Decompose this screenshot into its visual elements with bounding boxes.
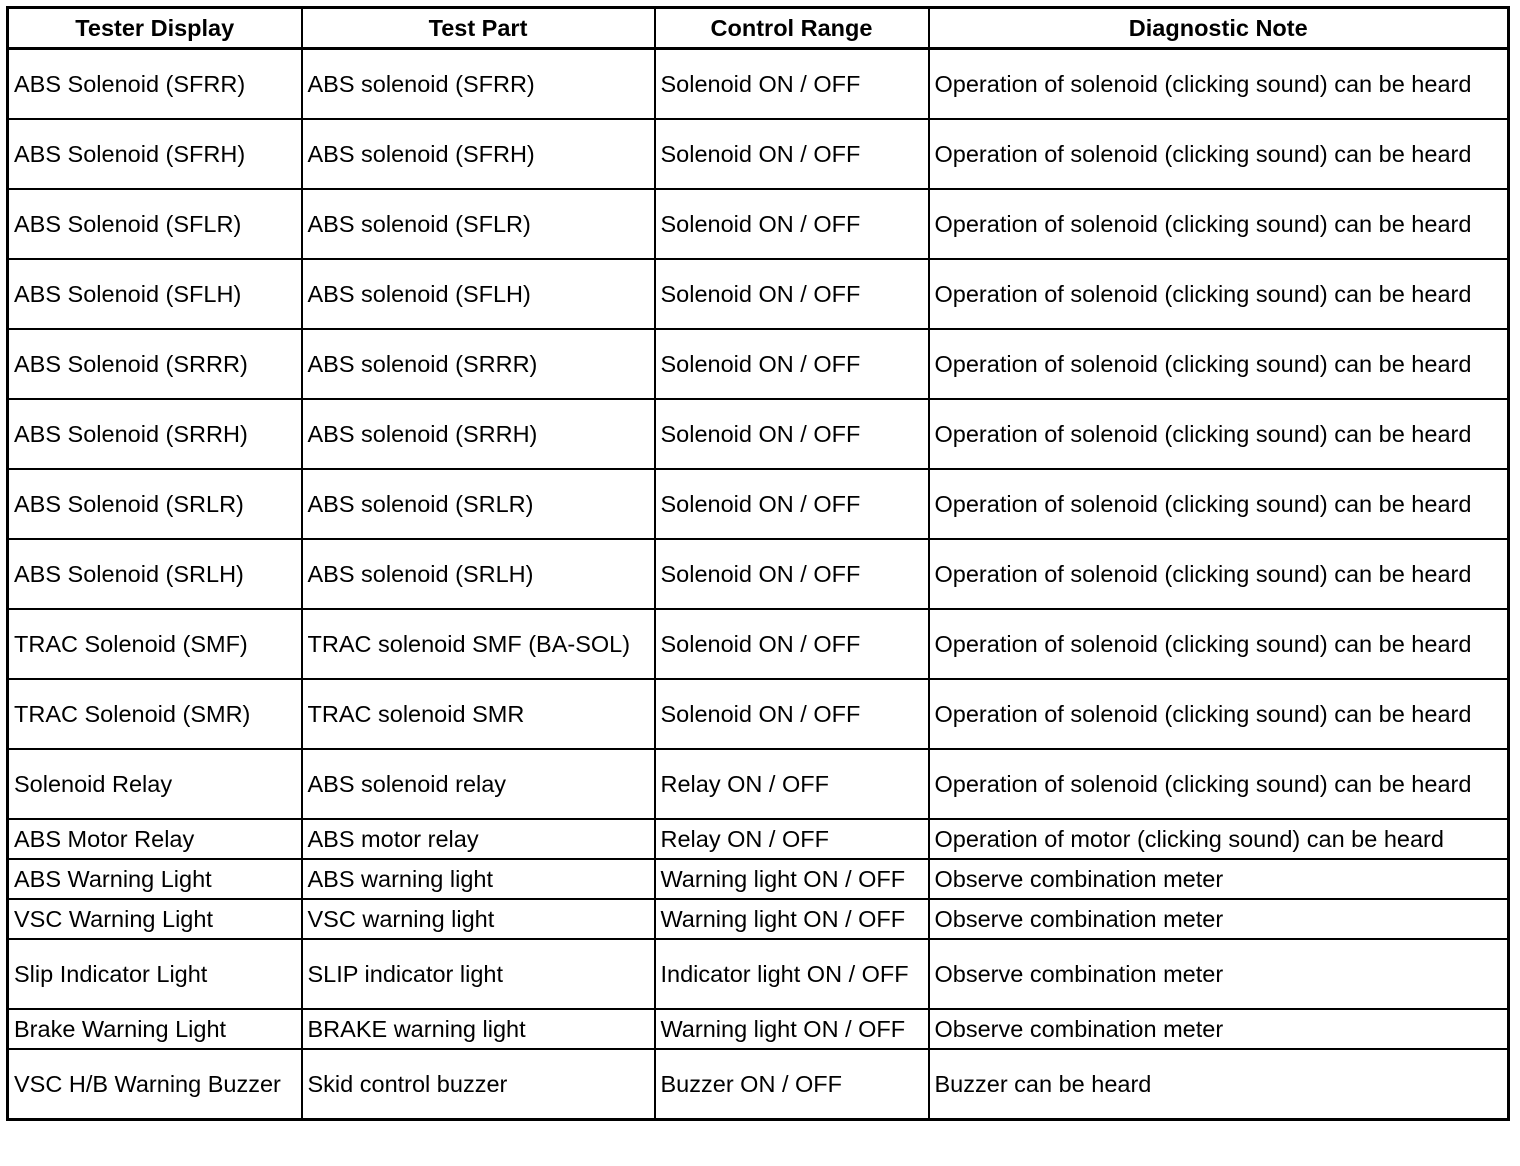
cell-test-part: ABS motor relay: [302, 819, 655, 859]
cell-tester-display: VSC Warning Light: [8, 899, 302, 939]
cell-control-range: Relay ON / OFF: [655, 749, 929, 819]
table-row: [8, 189, 1509, 259]
cell-diagnostic-note: Operation of solenoid (clicking sound) can be heard: [929, 539, 1509, 609]
cell-tester-display: ABS Solenoid (SRLH): [8, 539, 302, 609]
column-header-diagnostic-note: Diagnostic Note: [929, 8, 1509, 49]
cell-tester-display: ABS Solenoid (SFRR): [8, 49, 302, 120]
cell-diagnostic-note: Observe combination meter: [929, 899, 1509, 939]
cell-tester-display: TRAC Solenoid (SMF): [8, 609, 302, 679]
table-row: [8, 939, 1509, 1009]
cell-control-range: Warning light ON / OFF: [655, 899, 929, 939]
cell-test-part: ABS solenoid (SRLH): [302, 539, 655, 609]
cell-test-part: ABS solenoid (SRRH): [302, 399, 655, 469]
cell-tester-display: ABS Warning Light: [8, 859, 302, 899]
cell-test-part: ABS warning light: [302, 859, 655, 899]
cell-test-part: Skid control buzzer: [302, 1049, 655, 1120]
active-test-table: [6, 6, 1510, 1121]
cell-tester-display: VSC H/B Warning Buzzer: [8, 1049, 302, 1120]
cell-tester-display: ABS Solenoid (SRRH): [8, 399, 302, 469]
cell-test-part: ABS solenoid relay: [302, 749, 655, 819]
cell-diagnostic-note: Observe combination meter: [929, 859, 1509, 899]
cell-tester-display: TRAC Solenoid (SMR): [8, 679, 302, 749]
cell-diagnostic-note: Operation of solenoid (clicking sound) can be heard: [929, 749, 1509, 819]
cell-diagnostic-note: Operation of solenoid (clicking sound) can be heard: [929, 259, 1509, 329]
table-row: [8, 399, 1509, 469]
cell-tester-display: Brake Warning Light: [8, 1009, 302, 1049]
cell-test-part: TRAC solenoid SMF (BA-SOL): [302, 609, 655, 679]
table-row: [8, 749, 1509, 819]
cell-control-range: Solenoid ON / OFF: [655, 49, 929, 120]
cell-diagnostic-note: Observe combination meter: [929, 1009, 1509, 1049]
cell-diagnostic-note: Operation of solenoid (clicking sound) can be heard: [929, 329, 1509, 399]
cell-test-part: SLIP indicator light: [302, 939, 655, 1009]
column-header-test-part: Test Part: [302, 8, 655, 49]
cell-diagnostic-note: Operation of solenoid (clicking sound) can be heard: [929, 119, 1509, 189]
cell-diagnostic-note: Operation of solenoid (clicking sound) can be heard: [929, 609, 1509, 679]
cell-tester-display: ABS Solenoid (SFRH): [8, 119, 302, 189]
cell-control-range: Warning light ON / OFF: [655, 1009, 929, 1049]
table-row: [8, 119, 1509, 189]
cell-tester-display: ABS Solenoid (SFLR): [8, 189, 302, 259]
cell-control-range: Solenoid ON / OFF: [655, 329, 929, 399]
cell-test-part: ABS solenoid (SFRR): [302, 49, 655, 120]
table-row: [8, 539, 1509, 609]
cell-control-range: Buzzer ON / OFF: [655, 1049, 929, 1120]
cell-tester-display: ABS Motor Relay: [8, 819, 302, 859]
cell-control-range: Warning light ON / OFF: [655, 859, 929, 899]
cell-tester-display: ABS Solenoid (SRRR): [8, 329, 302, 399]
cell-control-range: Solenoid ON / OFF: [655, 189, 929, 259]
table-row: [8, 679, 1509, 749]
cell-control-range: Solenoid ON / OFF: [655, 539, 929, 609]
table-row: [8, 819, 1509, 859]
cell-tester-display: ABS Solenoid (SFLH): [8, 259, 302, 329]
table-row: [8, 469, 1509, 539]
cell-diagnostic-note: Operation of solenoid (clicking sound) can be heard: [929, 189, 1509, 259]
cell-control-range: Solenoid ON / OFF: [655, 119, 929, 189]
cell-tester-display: Slip Indicator Light: [8, 939, 302, 1009]
cell-control-range: Solenoid ON / OFF: [655, 609, 929, 679]
header-row: [8, 8, 1509, 49]
cell-tester-display: ABS Solenoid (SRLR): [8, 469, 302, 539]
cell-diagnostic-note: Observe combination meter: [929, 939, 1509, 1009]
cell-test-part: BRAKE warning light: [302, 1009, 655, 1049]
cell-test-part: TRAC solenoid SMR: [302, 679, 655, 749]
cell-test-part: ABS solenoid (SFLH): [302, 259, 655, 329]
cell-control-range: Solenoid ON / OFF: [655, 469, 929, 539]
cell-diagnostic-note: Operation of solenoid (clicking sound) can be heard: [929, 49, 1509, 120]
cell-test-part: ABS solenoid (SRRR): [302, 329, 655, 399]
table-row: [8, 859, 1509, 899]
table-row: [8, 259, 1509, 329]
cell-control-range: Relay ON / OFF: [655, 819, 929, 859]
cell-diagnostic-note: Operation of solenoid (clicking sound) can be heard: [929, 469, 1509, 539]
cell-test-part: ABS solenoid (SFRH): [302, 119, 655, 189]
table-row: [8, 1009, 1509, 1049]
cell-test-part: VSC warning light: [302, 899, 655, 939]
cell-test-part: ABS solenoid (SRLR): [302, 469, 655, 539]
table-row: [8, 899, 1509, 939]
cell-control-range: Solenoid ON / OFF: [655, 399, 929, 469]
cell-control-range: Indicator light ON / OFF: [655, 939, 929, 1009]
column-header-control-range: Control Range: [655, 8, 929, 49]
column-header-tester-display: Tester Display: [8, 8, 302, 49]
cell-diagnostic-note: Operation of motor (clicking sound) can be heard: [929, 819, 1509, 859]
table-row: [8, 1049, 1509, 1120]
cell-control-range: Solenoid ON / OFF: [655, 679, 929, 749]
cell-test-part: ABS solenoid (SFLR): [302, 189, 655, 259]
cell-tester-display: Solenoid Relay: [8, 749, 302, 819]
table-row: [8, 609, 1509, 679]
cell-control-range: Solenoid ON / OFF: [655, 259, 929, 329]
cell-diagnostic-note: Buzzer can be heard: [929, 1049, 1509, 1120]
cell-diagnostic-note: Operation of solenoid (clicking sound) can be heard: [929, 679, 1509, 749]
cell-diagnostic-note: Operation of solenoid (clicking sound) can be heard: [929, 399, 1509, 469]
table-row: [8, 329, 1509, 399]
table-row: [8, 49, 1509, 120]
